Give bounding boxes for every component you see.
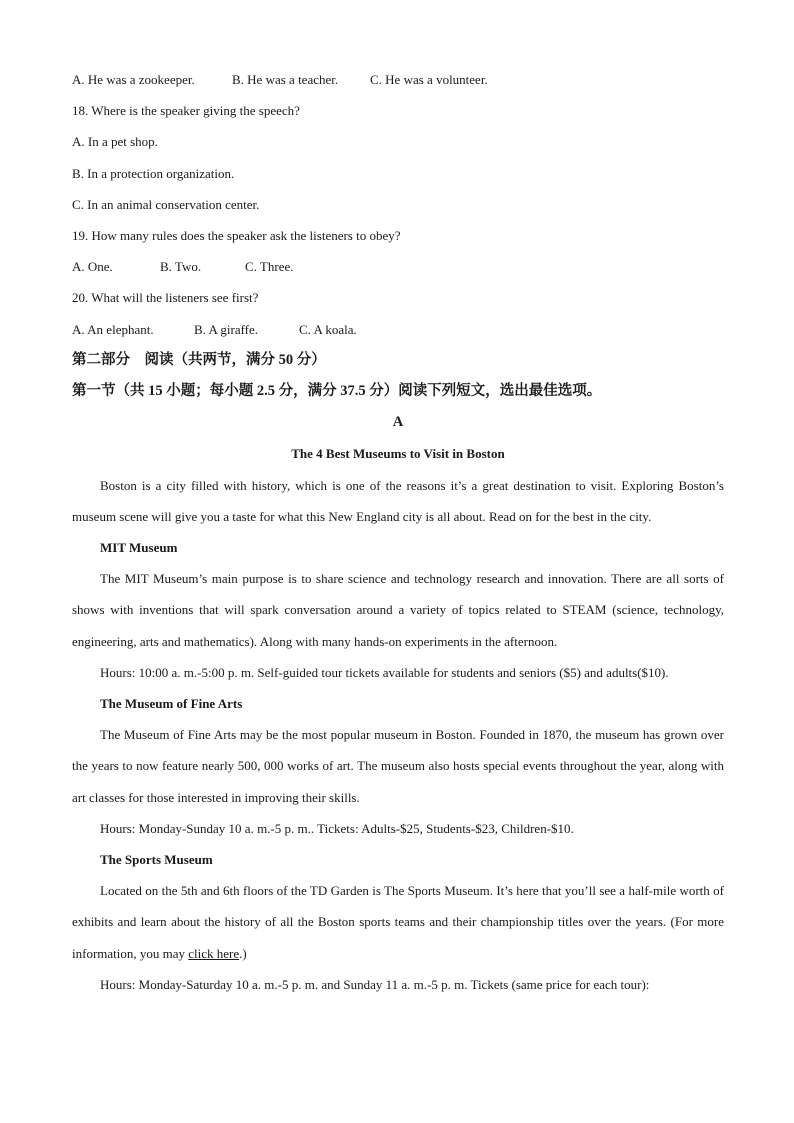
q20-options bbox=[72, 314, 724, 345]
q19-option-c[interactable]: C. Three. bbox=[245, 259, 294, 275]
q20-question: 20. What will the listeners see first? bbox=[72, 290, 259, 306]
part2-heading: 第二部分 阅读（共两节，满分 50 分） bbox=[72, 351, 326, 368]
q18-question: 18. Where is the speaker giving the speech? bbox=[72, 103, 300, 119]
passage-letter: A bbox=[392, 414, 404, 431]
fine-arts-hours: Hours: Monday-Sunday 10 a. m.-5 p. m.. Tickets: Adults-$25, Students-$23, Children-$10. bbox=[100, 820, 574, 836]
q17-option-c[interactable]: C. He was a volunteer. bbox=[370, 72, 488, 87]
passage-intro: Boston is a city filled with history, which is one of the reasons it’s a great destination to visit. Exploring Boston’s museum scene will give you a taste for what this New England city is all about. Read on for the best in the city. bbox=[72, 477, 724, 524]
sports-museum-body-text: Located on the 5th and 6th floors of the TD Garden is The Sports Museum. It’s here that you’ll see a half-mile worth of exhibits and learn about the history of all the Boston sports teams and their championship titles over the years. (For more information, you may bbox=[72, 883, 724, 961]
q17-option-b[interactable]: B. He was a teacher. bbox=[232, 72, 339, 87]
q20-option-a[interactable]: A. An elephant. bbox=[72, 321, 154, 337]
section1-heading: 第一节（共 15 小题；每小题 2.5 分，满分 37.5 分）阅读下列短文，选出最佳选项。 bbox=[72, 383, 602, 400]
fine-arts-body: The Museum of Fine Arts may be the most popular museum in Boston. Founded in 1870, the museum has grown over the years to now feature nearly 500, 000 works of art. The museum also hosts special events throughout the year, along with art classes for those interested in improving their skills. bbox=[72, 727, 724, 805]
q17-option-a[interactable]: A. He was a zookeeper. bbox=[72, 72, 195, 87]
q20-option-b[interactable]: B. A giraffe. bbox=[194, 321, 259, 337]
mit-museum-heading: MIT Museum bbox=[100, 540, 178, 556]
sports-museum-body bbox=[72, 875, 724, 969]
q20-option-c[interactable]: C. A koala. bbox=[299, 321, 357, 337]
sports-museum-heading: The Sports Museum bbox=[100, 852, 213, 868]
click-here-link[interactable]: click here bbox=[188, 945, 240, 961]
passage-title: The 4 Best Museums to Visit in Boston bbox=[291, 446, 505, 462]
q17-options bbox=[72, 64, 724, 95]
q19-option-a[interactable]: A. One. bbox=[72, 259, 113, 275]
exam-page bbox=[72, 64, 724, 1000]
sports-museum-body-end: .) bbox=[239, 945, 247, 961]
mit-museum-body: The MIT Museum’s main purpose is to share science and technology research and innovation. There are all sorts of shows with inventions that will spark conversation around a variety of topics related to STEAM (science, technology, engineering, arts and mathematics). Along with many hands-on experiments in the afternoon. bbox=[72, 571, 724, 649]
mit-museum-hours: Hours: 10:00 a. m.-5:00 p. m. Self-guided tour tickets available for students and seniors ($5) and adults($10). bbox=[100, 664, 669, 680]
q19-question: 19. How many rules does the speaker ask the listeners to obey? bbox=[72, 228, 401, 244]
q19-option-b[interactable]: B. Two. bbox=[160, 259, 202, 275]
q18-option-c[interactable]: C. In an animal conservation center. bbox=[72, 196, 260, 212]
q19-options bbox=[72, 251, 724, 282]
fine-arts-heading: The Museum of Fine Arts bbox=[100, 696, 243, 712]
sports-museum-hours: Hours: Monday-Saturday 10 a. m.-5 p. m. and Sunday 11 a. m.-5 p. m. Tickets (same price for each tour): bbox=[100, 976, 650, 992]
q18-option-b[interactable]: B. In a protection organization. bbox=[72, 165, 235, 181]
q18-option-a[interactable]: A. In a pet shop. bbox=[72, 134, 158, 150]
